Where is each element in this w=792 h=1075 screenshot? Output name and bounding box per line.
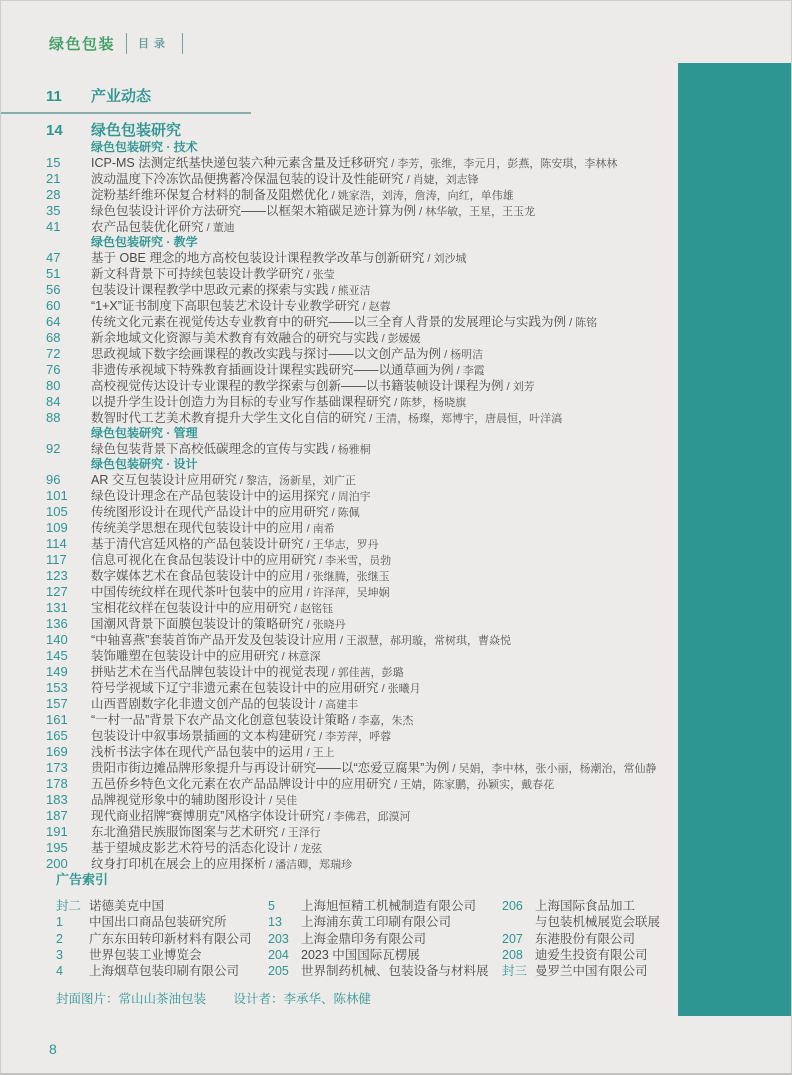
ad-index-row xyxy=(56,914,268,930)
ad-index-row xyxy=(502,931,671,947)
toc-section-title: 产业动态 xyxy=(91,88,152,105)
toc-item-authors: 黎洁，汤新星，刘广正 xyxy=(246,475,357,487)
ad-page-number: 3 xyxy=(56,947,63,962)
toc-item-page-number: 161 xyxy=(46,712,68,727)
toc-item-title: 绿色设计理念在产品包装设计中的运用探究 xyxy=(91,489,329,503)
title-author-separator: / xyxy=(328,667,338,679)
ad-index-row xyxy=(502,963,671,979)
toc-subsection-label: 绿色包装研究 · 设计 xyxy=(91,457,198,471)
title-author-separator: / xyxy=(303,587,313,599)
toc-item-authors: 王泽行 xyxy=(287,827,321,839)
toc-item xyxy=(46,600,674,616)
ad-index-row xyxy=(268,947,502,963)
ad-page-number: 207 xyxy=(502,931,523,946)
title-author-separator: / xyxy=(303,619,313,631)
ad-page-number: 4 xyxy=(56,964,63,979)
toc-item xyxy=(46,840,674,856)
toc-item-title: 非遗传承视域下特殊教育插画设计课程实践研究——以通草画为例 xyxy=(91,363,454,377)
ad-index-row xyxy=(268,931,502,947)
toc-item-title: 思政视域下数字绘画课程的教改实践与探讨——以文创产品为例 xyxy=(91,347,442,361)
title-author-separator: / xyxy=(328,491,338,503)
toc-item xyxy=(46,346,674,362)
ad-page-number: 2 xyxy=(56,931,63,946)
ad-index-row xyxy=(56,947,268,963)
toc-item-page-number: 178 xyxy=(46,776,68,791)
ad-page-number: 205 xyxy=(268,964,289,979)
toc-section-green-packaging-research xyxy=(46,121,674,140)
toc-item-authors: 吴娟，李中林，张小丽，杨潮治，常仙静 xyxy=(458,763,657,775)
ad-advertiser-name: 中国出口商品包装研究所 xyxy=(89,915,227,930)
cover-credit-line xyxy=(56,989,395,1007)
ad-index-row xyxy=(502,947,671,963)
ad-index-row xyxy=(502,914,671,930)
title-author-separator: / xyxy=(359,301,369,313)
toc-item-title: 数字媒体艺术在食品包装设计中的应用 xyxy=(91,569,304,583)
ad-page-number: 204 xyxy=(268,947,289,962)
title-author-separator: / xyxy=(391,397,401,409)
ad-page-number: 13 xyxy=(268,915,282,930)
toc-item-title: “1+X”证书制度下高职包装艺术设计专业教学研究 xyxy=(91,299,360,313)
toc-item xyxy=(46,520,674,536)
toc-item-authors: 王婧，陈家鹏，孙颖实，戴春花 xyxy=(400,779,555,791)
title-author-separator: / xyxy=(453,365,463,377)
toc-item-authors: 陈梦，杨晓旗 xyxy=(400,397,467,409)
toc-item-page-number: 72 xyxy=(46,346,61,361)
ad-index-row xyxy=(268,914,502,930)
ad-advertiser-name: 迪爱生投资有限公司 xyxy=(535,947,648,962)
toc-item-title: ICP-MS 法测定纸基快递包装六种元素含量及迁移研究 xyxy=(91,156,389,170)
toc-item-authors: 陈铭 xyxy=(575,317,598,329)
toc-item-page-number: 21 xyxy=(46,171,61,186)
toc-item-title: 传统文化元素在视觉传达专业教育中的研究——以三全育人背景的发展理论与实践为例 xyxy=(91,315,567,329)
title-author-separator: / xyxy=(291,843,301,855)
title-author-separator: / xyxy=(316,555,326,567)
toc-item-page-number: 117 xyxy=(46,552,67,567)
toc-item-page-number: 92 xyxy=(46,441,61,456)
toc-entries xyxy=(46,140,674,872)
toc-item-page-number: 136 xyxy=(46,616,68,631)
ad-advertiser-name: 世界包装工业博览会 xyxy=(89,947,202,962)
toc-item-title: 波动温度下冷冻饮品便携蓄冷保温包装的设计及性能研究 xyxy=(91,172,404,186)
toc-item-page-number: 153 xyxy=(46,680,68,695)
toc-item-page-number: 127 xyxy=(46,584,68,599)
title-author-separator: / xyxy=(503,381,513,393)
ad-index-column xyxy=(56,898,268,979)
toc-item-title: 基于清代宫廷风格的产品包装设计研究 xyxy=(91,537,304,551)
toc-section-industry-news xyxy=(46,87,674,106)
toc-item-authors: 王淑慧，郝玥璇，常树琪，曹焱悦 xyxy=(346,635,511,647)
toc-item-title: 中国传统纹样在现代茶叶包装中的应用 xyxy=(91,585,304,599)
toc-item-page-number: 157 xyxy=(46,696,68,711)
toc-item-authors: 南希 xyxy=(312,523,335,535)
title-author-separator: / xyxy=(366,413,376,425)
toc-item xyxy=(46,664,674,680)
toc-item-title: 农产品包装优化研究 xyxy=(91,220,204,234)
ad-advertiser-name: 2023 中国国际瓦楞展 xyxy=(301,947,420,962)
toc-item xyxy=(46,808,674,824)
toc-item-title: 绿色包装设计评价方法研究——以框架木箱碳足迹计算为例 xyxy=(91,204,417,218)
toc-item xyxy=(46,744,674,760)
ad-index-title: 广告索引 xyxy=(56,872,109,887)
toc-item-title: 宝相花纹样在包装设计中的应用研究 xyxy=(91,601,292,615)
ad-advertiser-name: 世界制药机械、包装设备与材料展 xyxy=(301,964,489,979)
title-author-separator: / xyxy=(328,285,338,297)
toc-item xyxy=(46,314,674,330)
ad-page-number: 封二 xyxy=(56,899,82,913)
toc-item xyxy=(46,394,674,410)
ad-advertiser-name: 上海烟草包装印刷有限公司 xyxy=(89,964,240,979)
title-author-separator: / xyxy=(391,779,401,791)
toc-item-title: 基于 OBE 理念的地方高校包装设计课程教学改革与创新研究 xyxy=(91,251,425,265)
toc-item-authors: 许泽萍，吴坤娴 xyxy=(312,587,390,599)
toc-item-title: AR 交互包装设计应用研究 xyxy=(91,473,237,487)
magazine-logo: 绿色包装 xyxy=(49,35,116,53)
teal-sidebar-decoration xyxy=(678,63,791,1016)
toc-item xyxy=(46,488,674,504)
toc-item-title: 纹身打印机在展会上的应用探析 xyxy=(91,857,267,871)
toc-item-page-number: 101 xyxy=(46,488,68,503)
toc-item-title: 包装设计中叙事场景插画的文本构建研究 xyxy=(91,729,317,743)
title-author-separator: / xyxy=(278,651,288,663)
ad-index xyxy=(56,869,671,979)
toc-item-authors: 张曦月 xyxy=(387,683,421,695)
toc-item-authors: 李芳萍，呼蓉 xyxy=(325,731,392,743)
toc-item-authors: 熊亚洁 xyxy=(337,285,371,297)
toc-item-page-number: 80 xyxy=(46,378,61,393)
toc-item xyxy=(46,680,674,696)
toc-item-authors: 杨雅桐 xyxy=(337,444,371,456)
toc-item-authors: 林华敏，王星，王玉龙 xyxy=(425,206,536,218)
toc-item xyxy=(46,504,674,520)
toc-item-page-number: 88 xyxy=(46,410,61,425)
ad-page-number: 208 xyxy=(502,947,523,962)
toc-item-page-number: 76 xyxy=(46,362,61,377)
title-author-separator: / xyxy=(291,603,301,615)
title-author-separator: / xyxy=(441,349,451,361)
toc-subsection-label: 绿色包装研究 · 管理 xyxy=(91,426,198,440)
designer-note: 设计者：李承华、陈林健 xyxy=(233,992,372,1006)
title-author-separator: / xyxy=(424,253,434,265)
toc-item xyxy=(46,472,674,488)
ad-advertiser-name: 诺德美克中国 xyxy=(89,899,165,913)
toc-item xyxy=(46,219,674,235)
toc-item-page-number: 140 xyxy=(46,632,68,647)
toc-item xyxy=(46,536,674,552)
ad-advertiser-name: 上海旭恒精工机械制造有限公司 xyxy=(301,899,477,913)
toc-item-authors: 肖婕，刘志锋 xyxy=(412,174,479,186)
toc-item xyxy=(46,441,674,457)
toc-item-title: 品牌视觉形象中的辅助图形设计 xyxy=(91,793,267,807)
toc-subsection-label: 绿色包装研究 · 技术 xyxy=(91,140,198,154)
toc-item-page-number: 187 xyxy=(46,808,68,823)
ad-index-row xyxy=(56,931,268,947)
ad-advertiser-name: 上海浦东黄工印刷有限公司 xyxy=(301,915,452,930)
title-author-separator: / xyxy=(388,158,398,170)
ad-index-column xyxy=(502,898,671,979)
toc-item-title: 国潮风背景下面膜包装设计的策略研究 xyxy=(91,617,304,631)
toc-item-title: 拼贴艺术在当代品牌包装设计中的视觉表现 xyxy=(91,665,329,679)
title-author-separator: / xyxy=(278,827,288,839)
toc-item-authors: 李嘉，朱杰 xyxy=(358,715,414,727)
ad-advertiser-name: 广东东田转印新材料有限公司 xyxy=(89,931,252,946)
toc-item xyxy=(46,298,674,314)
toc-item-authors: 刘芳 xyxy=(512,381,535,393)
toc-item-page-number: 51 xyxy=(46,266,61,281)
toc-item-authors: 王清，杨璨，郑博宇，唐晨恒，叶洋滈 xyxy=(375,413,563,425)
title-author-separator: / xyxy=(266,859,276,871)
toc-item-authors: 彭媛媛 xyxy=(387,333,421,345)
toc-item-authors: 李米雪，员勃 xyxy=(325,555,392,567)
toc-item-title: 新文科背景下可持续包装设计教学研究 xyxy=(91,267,304,281)
toc-item-page-number: 105 xyxy=(46,504,68,519)
toc-section-title: 绿色包装研究 xyxy=(91,122,182,139)
toc-item-title: 符号学视域下辽宁非遗元素在包装设计中的应用研究 xyxy=(91,681,379,695)
title-author-separator: / xyxy=(416,206,426,218)
toc-item-title: 包装设计课程教学中思政元素的探索与实践 xyxy=(91,283,329,297)
title-author-separator: / xyxy=(566,317,576,329)
toc-item-title: 以提升学生设计创造力为目标的专业写作基础课程研究 xyxy=(91,395,392,409)
toc-section-page-number: 11 xyxy=(46,88,62,105)
toc-item-title: 绿色包装背景下高校低碳理念的宣传与实践 xyxy=(91,442,329,456)
toc-item-title: 传统图形设计在现代产品设计中的应用研究 xyxy=(91,505,329,519)
toc-item-authors: 郭佳茜，彭璐 xyxy=(337,667,404,679)
ad-page-number: 5 xyxy=(268,899,275,913)
toc-item-page-number: 114 xyxy=(46,536,67,551)
toc-item-title: 传统美学思想在现代包装设计中的应用 xyxy=(91,521,304,535)
toc-item-title: 信息可视化在食品包装设计中的应用研究 xyxy=(91,553,317,567)
ad-page-number: 203 xyxy=(268,931,289,946)
title-author-separator: / xyxy=(316,731,326,743)
ad-index-column xyxy=(268,898,502,979)
toc-item-title: “中轴喜燕”套装首饰产品开发及包装设计应用 xyxy=(91,633,337,647)
toc-item-page-number: 96 xyxy=(46,472,61,487)
title-author-separator: / xyxy=(403,174,413,186)
toc-item-page-number: 131 xyxy=(46,600,68,615)
toc-item-page-number: 56 xyxy=(46,282,61,297)
toc-item-authors: 杨明洁 xyxy=(450,349,484,361)
toc-item-authors: 林意深 xyxy=(287,651,321,663)
toc-item xyxy=(46,330,674,346)
title-author-separator: / xyxy=(349,715,359,727)
toc-item-page-number: 41 xyxy=(46,219,61,234)
toc-item xyxy=(46,362,674,378)
toc-item-authors: 赵蓉 xyxy=(368,301,391,313)
toc-item xyxy=(46,712,674,728)
section-divider-line xyxy=(1,112,251,114)
toc-item-page-number: 165 xyxy=(46,728,68,743)
toc-item-page-number: 64 xyxy=(46,314,61,329)
toc-item-authors: 董迪 xyxy=(212,222,235,234)
title-author-separator: / xyxy=(378,333,388,345)
toc-item-title: 贵阳市街边摊品牌形象提升与再设计研究——以“恋爱豆腐果”为例 xyxy=(91,761,450,775)
toc-item-authors: 赵铭钰 xyxy=(300,603,334,615)
toc-item-page-number: 191 xyxy=(46,824,68,839)
toc-section-page-number: 14 xyxy=(46,122,63,139)
toc-item-authors: 张继腾，张继玉 xyxy=(312,571,390,583)
title-author-separator: / xyxy=(266,795,276,807)
toc-item xyxy=(46,187,674,203)
toc-item xyxy=(46,648,674,664)
toc-item-authors: 张晓丹 xyxy=(312,619,346,631)
toc-item-page-number: 123 xyxy=(46,568,68,583)
title-author-separator: / xyxy=(203,222,213,234)
toc-item xyxy=(46,155,674,171)
toc-item-page-number: 145 xyxy=(46,648,68,663)
header-divider-left xyxy=(126,33,127,54)
toc-item xyxy=(46,696,674,712)
toc-item-authors: 姚家浩，刘涛，詹涛，向红，单伟雄 xyxy=(337,190,514,202)
title-author-separator: / xyxy=(303,747,313,759)
ad-index-row xyxy=(56,898,268,914)
toc-item xyxy=(46,552,674,568)
toc-item-page-number: 47 xyxy=(46,250,61,265)
toc-item-authors: 刘沙城 xyxy=(433,253,467,265)
ad-page-number: 206 xyxy=(502,899,523,913)
ad-advertiser-name: 上海国际食品加工 xyxy=(535,899,636,913)
title-author-separator: / xyxy=(328,444,338,456)
header-divider-right xyxy=(182,33,183,54)
page-header xyxy=(49,31,183,55)
contents-label: 目录 xyxy=(138,38,171,50)
toc-item xyxy=(46,824,674,840)
ad-advertiser-name: 与包装机械展览会联展 xyxy=(535,915,661,930)
toc-item-page-number: 149 xyxy=(46,664,68,679)
ad-index-grid xyxy=(56,898,671,979)
title-author-separator: / xyxy=(378,683,388,695)
toc-item-authors: 吴佳 xyxy=(275,795,298,807)
toc-item-page-number: 60 xyxy=(46,298,61,313)
toc-item-page-number: 84 xyxy=(46,394,61,409)
toc-item-page-number: 173 xyxy=(46,760,68,775)
toc-item-page-number: 183 xyxy=(46,792,68,807)
ad-index-row xyxy=(268,898,502,914)
toc-item-page-number: 35 xyxy=(46,203,61,218)
ad-advertiser-name: 曼罗兰中国有限公司 xyxy=(535,964,648,979)
ad-advertiser-name: 上海金鼎印务有限公司 xyxy=(301,931,427,946)
toc-item-authors: 周泊宇 xyxy=(337,491,371,503)
title-author-separator: / xyxy=(316,699,326,711)
toc-item-title: “一村一品”背景下农产品文化创意包装设计策略 xyxy=(91,713,350,727)
toc-item xyxy=(46,410,674,426)
page-number: 8 xyxy=(49,1041,57,1057)
toc-item-title: 高校视觉传达设计专业课程的教学探索与创新——以书籍装帧设计课程为例 xyxy=(91,379,504,393)
toc-item-title: 现代商业招牌“赛博朋克”风格字体设计研究 xyxy=(91,809,325,823)
toc-item-title: 五邑侨乡特色文化元素在农产品品牌设计中的应用研究 xyxy=(91,777,392,791)
toc-item xyxy=(46,728,674,744)
toc-item-page-number: 15 xyxy=(46,155,61,170)
toc-item-authors: 潘洁卿，郑瑞珍 xyxy=(275,859,353,871)
table-of-contents xyxy=(46,87,674,872)
title-author-separator: / xyxy=(328,507,338,519)
toc-item-authors: 陈佩 xyxy=(337,507,360,519)
title-author-separator: / xyxy=(303,539,313,551)
toc-item-title: 基于望城皮影艺术符号的活态化设计 xyxy=(91,841,292,855)
toc-item-page-number: 169 xyxy=(46,744,68,759)
toc-item xyxy=(46,282,674,298)
toc-item-page-number: 200 xyxy=(46,856,68,871)
toc-item-title: 东北渔猎民族服饰图案与艺术研究 xyxy=(91,825,279,839)
toc-item-authors: 李佛君，邱漠河 xyxy=(333,811,411,823)
toc-item-page-number: 109 xyxy=(46,520,68,535)
toc-subsection-label: 绿色包装研究 · 教学 xyxy=(91,235,198,249)
ad-index-row xyxy=(268,963,502,979)
toc-item-authors: 王上 xyxy=(312,747,335,759)
toc-item-page-number: 195 xyxy=(46,840,68,855)
toc-item-authors: 张莹 xyxy=(312,269,335,281)
toc-item-title: 山西晋剧数字化非遗文创产品的包装设计 xyxy=(91,697,317,711)
toc-item xyxy=(46,171,674,187)
toc-item-title: 数智时代工艺美术教育提升大学生文化自信的研究 xyxy=(91,411,367,425)
title-author-separator: / xyxy=(328,190,338,202)
toc-item-authors: 龙弦 xyxy=(300,843,323,855)
toc-item xyxy=(46,266,674,282)
toc-item-title: 浅析书法字体在现代产品包装中的运用 xyxy=(91,745,304,759)
toc-item xyxy=(46,632,674,648)
ad-page-number: 1 xyxy=(56,915,63,930)
ad-index-row xyxy=(56,963,268,979)
toc-item xyxy=(46,250,674,266)
toc-item xyxy=(46,792,674,808)
title-author-separator: / xyxy=(324,811,334,823)
toc-item-authors: 李芳，张维，李元月，彭燕，陈安琪，李林林 xyxy=(397,158,618,170)
ad-advertiser-name: 东港股份有限公司 xyxy=(535,931,636,946)
title-author-separator: / xyxy=(303,571,313,583)
ad-page-number: 封三 xyxy=(502,964,528,979)
toc-item xyxy=(46,584,674,600)
toc-item xyxy=(46,760,674,776)
title-author-separator: / xyxy=(303,523,313,535)
toc-item-page-number: 28 xyxy=(46,187,61,202)
toc-item-title: 装饰雕塑在包装设计中的应用研究 xyxy=(91,649,279,663)
toc-item-title: 新余地域文化资源与美术教育有效融合的研究与实践 xyxy=(91,331,379,345)
toc-item xyxy=(46,568,674,584)
title-author-separator: / xyxy=(236,475,247,487)
toc-item-authors: 高建丰 xyxy=(325,699,359,711)
toc-item xyxy=(46,616,674,632)
toc-item-authors: 王华志，罗丹 xyxy=(312,539,379,551)
cover-image-note: 封面图片：常山山茶油包装 xyxy=(56,992,207,1006)
toc-item-page-number: 68 xyxy=(46,330,61,345)
toc-item xyxy=(46,378,674,394)
title-author-separator: / xyxy=(449,763,459,775)
title-author-separator: / xyxy=(336,635,346,647)
toc-item xyxy=(46,203,674,219)
toc-item-authors: 李霞 xyxy=(462,365,485,377)
toc-item xyxy=(46,776,674,792)
toc-item-title: 淀粉基纤维环保复合材料的制备及阻燃优化 xyxy=(91,188,329,202)
ad-index-row xyxy=(502,898,671,914)
title-author-separator: / xyxy=(303,269,313,281)
